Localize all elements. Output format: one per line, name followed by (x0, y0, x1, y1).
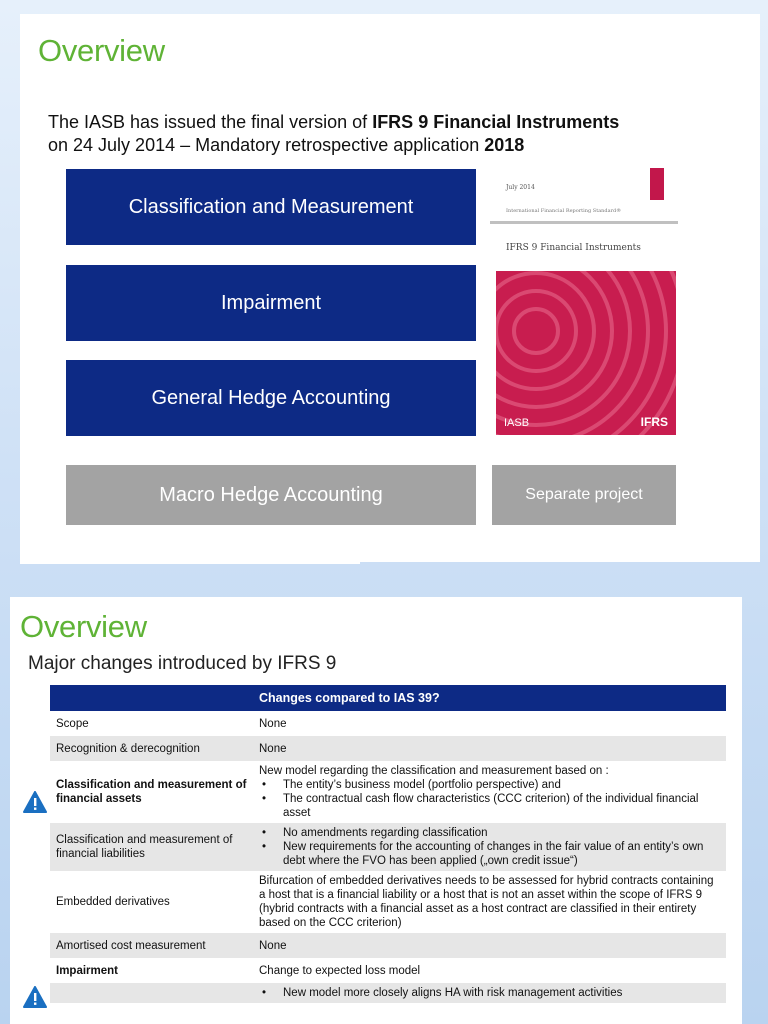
row-value (253, 823, 726, 871)
table-row (50, 958, 726, 983)
bullet-list (259, 986, 720, 1000)
table-row (50, 761, 726, 823)
slide-ifrs9-overview-2 (10, 597, 742, 1024)
row-label: Classification and measurement of financial assets (56, 779, 247, 805)
intro-text (48, 111, 619, 157)
cover-footer (496, 411, 676, 435)
slide-title: Overview (20, 609, 147, 644)
row-label: Impairment (56, 964, 118, 977)
row-value: None (259, 717, 287, 730)
cover-date: July 2014 (506, 184, 535, 191)
bullet-item: • No amendments regarding classification (259, 826, 720, 840)
table-row (50, 933, 726, 958)
slide-title: Overview (38, 33, 165, 68)
box-macro-hedge-accounting: Macro Hedge Accounting (66, 465, 476, 525)
table-row (50, 711, 726, 736)
separate-project-box: Separate project (492, 465, 676, 525)
warning-icon (23, 791, 47, 813)
box-general-hedge-accounting: General Hedge Accounting (66, 360, 476, 436)
table-row (50, 871, 726, 933)
table-header-cell (50, 685, 253, 711)
box-impairment: Impairment (66, 265, 476, 341)
slide-ifrs9-overview-1 (20, 14, 760, 562)
bullet-item: • The entity’s business model (portfolio perspective) and (259, 778, 720, 792)
row-label: Amortised cost measurement (50, 933, 253, 958)
table-row (50, 736, 726, 761)
table-row (50, 983, 726, 1003)
row-value (253, 761, 726, 823)
cover-standard-label: International Financial Reporting Standard® (506, 208, 622, 214)
iasb-logo: IASB (504, 417, 530, 429)
intro-line1: The IASB has issued the final version of (48, 112, 373, 132)
intro-line2: on 24 July 2014 – Mandatory retrospective application (48, 135, 485, 155)
cover-image (496, 271, 676, 435)
row-value (253, 983, 726, 1003)
row-value: Change to expected loss model (259, 964, 421, 977)
cover-subtitle: IFRS 9 Financial Instruments (506, 243, 641, 253)
row-value: None (253, 736, 726, 761)
box-classification-measurement: Classification and Measurement (66, 169, 476, 245)
row-label: Recognition & derecognition (50, 736, 253, 761)
row-value: None (253, 933, 726, 958)
changes-table (50, 685, 726, 1003)
bullet-item: • New requirements for the accounting of changes in the fair value of an entity’s own debt where the FVO has been applied („own credit issue“) (259, 840, 720, 868)
bullet-list (259, 778, 720, 820)
slide-subtitle: Major changes introduced by IFRS 9 (28, 653, 337, 674)
intro-line1-bold: IFRS 9 Financial Instruments (372, 112, 620, 132)
table-header-cell: Changes compared to IAS 39? (253, 685, 726, 711)
slide1-footer-strip (20, 548, 360, 564)
ifrs-logo: IFRS (640, 415, 668, 429)
bullet-item: • New model more closely aligns HA with risk management activities (259, 986, 720, 1000)
warning-icon (23, 986, 47, 1008)
table-header-row (50, 685, 726, 711)
row-label: Scope (56, 717, 89, 730)
bullet-item: • The contractual cash flow characteristics (CCC criterion) of the individual financial asset (259, 792, 720, 820)
row-label (50, 983, 253, 1003)
cover-header (490, 168, 678, 224)
intro-line2-bold: 2018 (484, 135, 525, 155)
row-text: New model regarding the classification and measurement based on : (259, 765, 609, 777)
row-value: Bifurcation of embedded derivatives needs to be assessed for hybrid contracts containing a host that is a financial liability or a host that is not an asset within the scope of IFRS 9 (hybrid contracts with a financial asset as a host contract are classified in their entirety based on the CCC criterion) (259, 875, 714, 929)
row-label: Classification and measurement of financial liabilities (50, 823, 253, 871)
cover-accent-bar (650, 168, 664, 200)
table-row (50, 823, 726, 871)
row-label: Embedded derivatives (56, 896, 170, 908)
bullet-list (259, 826, 720, 868)
